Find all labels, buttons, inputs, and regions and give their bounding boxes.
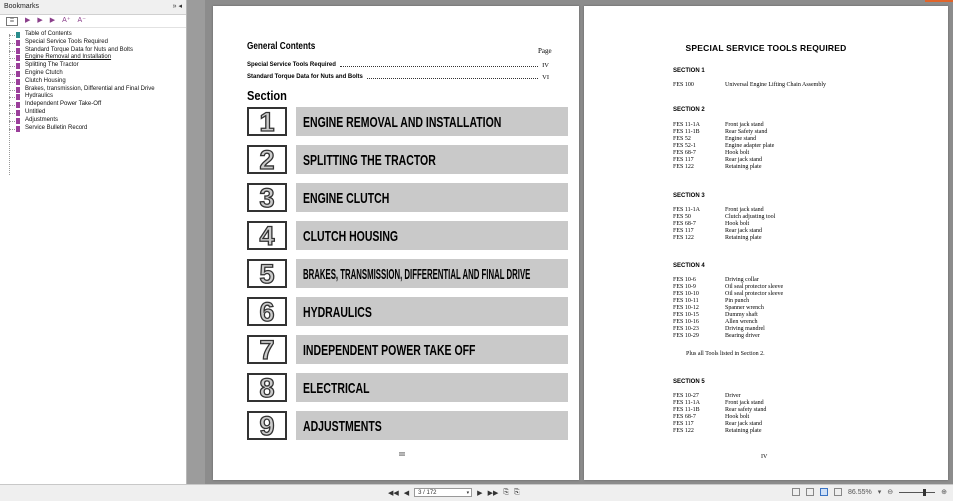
- bookmark-icon: [16, 102, 20, 108]
- tool-row: FES 10-16 Allen wrench: [673, 319, 758, 325]
- bookmark-item[interactable]: Independent Power Take-Off: [0, 101, 186, 109]
- zoom-slider-handle[interactable]: [923, 489, 926, 496]
- tool-row: FES 11-1A Front jack stand: [673, 207, 764, 213]
- tool-row: FES 117 Rear jack stand: [673, 228, 762, 234]
- bookmark-item[interactable]: Table of Contents: [0, 31, 186, 39]
- bookmark-item[interactable]: Splitting The Tractor: [0, 62, 186, 70]
- bookmark-icon: [16, 63, 20, 69]
- zoom-in-icon[interactable]: ⊕: [941, 489, 947, 496]
- bookmark-item[interactable]: Hydraulics: [0, 93, 186, 101]
- tool-row: FES 122 Retaining plate: [673, 164, 762, 170]
- bookmark-item[interactable]: Adjustments: [0, 117, 186, 125]
- bookmark-icon: [16, 126, 20, 132]
- tool-row: FES 10-6 Driving collar: [673, 277, 759, 283]
- bookmarks-tree: [0, 28, 186, 132]
- section-heading: SECTION 3: [673, 193, 705, 199]
- section-heading: SECTION 4: [673, 263, 705, 269]
- continuous-facing-view-icon[interactable]: [834, 488, 842, 496]
- bookmarks-title: Bookmarks: [4, 3, 40, 10]
- page-number: IV: [761, 454, 768, 460]
- section-heading: SECTION 5: [673, 379, 705, 385]
- collapse-bookmark-icon[interactable]: ▶: [37, 17, 43, 24]
- bookmark-icon: [16, 87, 20, 93]
- bookmark-icon: [16, 71, 20, 77]
- page-navigation: [388, 488, 520, 497]
- bookmark-item-selected[interactable]: Engine Removal and Installation: [0, 54, 186, 62]
- first-page-icon[interactable]: ◀◀: [388, 489, 399, 497]
- previous-view-icon[interactable]: ⎘: [503, 488, 509, 496]
- tool-row: FES 68-7 Hook bolt: [673, 221, 750, 227]
- tool-row: FES 10-29 Bearing driver: [673, 333, 760, 339]
- bookmark-add-icon[interactable]: ▶: [49, 17, 56, 24]
- zoom-dropdown-icon[interactable]: ▾: [877, 489, 882, 496]
- tool-row: FES 68-7 Hook bolt: [673, 150, 750, 156]
- next-view-icon[interactable]: ⎘: [513, 488, 520, 496]
- section-entry: 7 INDEPENDENT POWER TAKE OFF: [247, 335, 567, 365]
- tool-row: FES 68-7 Hook bolt: [673, 414, 750, 420]
- page-column-label: Page: [538, 47, 552, 55]
- expand-bookmark-icon[interactable]: ▶: [25, 17, 31, 24]
- tool-row: FES 52-1 Engine adapter plate: [673, 143, 775, 149]
- bookmark-icon: [16, 118, 20, 124]
- bookmark-icon: [16, 48, 20, 54]
- window-accent: [925, 0, 953, 2]
- bookmark-icon: [16, 55, 20, 61]
- section-heading: Section: [247, 88, 287, 103]
- bookmark-item[interactable]: Standard Torque Data for Nuts and Bolts: [0, 47, 186, 55]
- section-entry: 6 HYDRAULICS: [247, 297, 567, 327]
- increase-text-icon[interactable]: A⁺: [62, 17, 71, 24]
- next-page-icon[interactable]: ▶: [477, 489, 483, 497]
- bookmark-item[interactable]: Untitled: [0, 109, 186, 117]
- section-entry: 4 CLUTCH HOUSING: [247, 221, 567, 251]
- bookmarks-panel: [0, 0, 187, 484]
- options-icon[interactable]: ☰: [6, 17, 18, 26]
- section-note: Plus all Tools listed in Section 2.: [686, 351, 765, 357]
- decrease-text-icon[interactable]: A⁻: [77, 17, 86, 24]
- page-title: SPECIAL SERVICE TOOLS REQUIRED: [685, 43, 847, 53]
- section-heading: SECTION 1: [673, 68, 705, 74]
- page-number-input[interactable]: 3 / 172 ▾: [414, 488, 472, 497]
- toc-entry: Special Service Tools Required IV: [247, 62, 549, 69]
- bookmark-icon: [16, 79, 20, 85]
- tool-row: FES 10-11 Pin punch: [673, 298, 750, 304]
- tool-row: FES 11-1A Front jack stand: [673, 400, 764, 406]
- tool-row: FES 11-1B Rear safety stand: [673, 407, 767, 413]
- tool-row: FES 100 Universal Engine Lifting Chain Assembly: [673, 82, 826, 88]
- tool-row: FES 10-15 Dummy shaft: [673, 312, 758, 318]
- bookmark-item[interactable]: Engine Ctutch: [0, 70, 186, 78]
- bookmark-icon: [16, 40, 20, 46]
- pdf-page-4: [584, 6, 948, 480]
- bookmarks-header: [0, 0, 186, 15]
- last-page-icon[interactable]: ▶▶: [487, 489, 499, 497]
- page-title: General Contents: [247, 40, 316, 52]
- section-entry: 3 ENGINE CLUTCH: [247, 183, 567, 213]
- panel-controls[interactable]: » ◂: [172, 3, 182, 10]
- section-entry: 1 ENGINE REMOVAL AND INSTALLATION: [247, 107, 567, 137]
- section-entry: 9 ADJUSTMENTS: [247, 411, 567, 441]
- bookmark-item[interactable]: Service Bulletin Record: [0, 125, 186, 133]
- section-entry: 5 BRAKES, TRANSMISSION, DIFFERENTIAL AND FINAL DRIVE: [247, 259, 567, 289]
- tool-row: FES 117 Rear jack stand: [673, 157, 762, 163]
- section-heading: SECTION 2: [673, 107, 705, 113]
- tool-row: FES 122 Retaining plate: [673, 235, 762, 241]
- facing-view-icon[interactable]: [820, 488, 828, 496]
- zoom-out-icon[interactable]: ⊖: [887, 489, 894, 496]
- prev-page-icon[interactable]: ◀: [403, 489, 410, 497]
- tool-row: FES 11-1A Front jack stand: [673, 122, 764, 128]
- tool-row: FES 11-1B Rear Safety stand: [673, 129, 768, 135]
- toc-entry: Standard Torque Data for Nuts and Bolts VI: [247, 74, 549, 81]
- bookmark-item[interactable]: Clutch Housing: [0, 78, 186, 86]
- tool-row: FES 10-23 Driving mandrel: [673, 326, 765, 332]
- tool-row: FES 10-12 Spanner wrench: [673, 305, 764, 311]
- bookmarks-toolbar: [0, 15, 186, 28]
- section-entry: 2 SPLITTING THE TRACTOR: [247, 145, 567, 175]
- panel-splitter[interactable]: [187, 0, 205, 484]
- view-tools: [792, 488, 947, 496]
- bookmark-icon: [16, 110, 20, 116]
- single-page-view-icon[interactable]: [792, 488, 800, 496]
- bookmark-item[interactable]: Special Service Tools Required: [0, 39, 186, 47]
- pdf-page-3: [213, 6, 579, 480]
- tool-row: FES 10-10 Oil seal protector sleeve: [673, 291, 784, 297]
- tool-row: FES 50 Clutch adjusting tool: [673, 214, 776, 220]
- tool-row: FES 122 Retaining plate: [673, 428, 762, 434]
- tool-row: FES 52 Engine stand: [673, 136, 757, 142]
- bookmark-item[interactable]: Brakes, transmission, Differential and Final Drive: [0, 86, 186, 94]
- zoom-slider[interactable]: [899, 492, 935, 493]
- zoom-value[interactable]: 86.55%: [847, 488, 872, 496]
- bookmark-icon: [16, 32, 20, 38]
- tool-row: FES 10-9 Oil seal protector sleeve: [673, 284, 784, 290]
- continuous-view-icon[interactable]: [806, 488, 814, 496]
- page-number: III: [399, 452, 405, 458]
- tool-row: FES 10-27 Driver: [673, 393, 741, 399]
- section-entry: 8 ELECTRICAL: [247, 373, 567, 403]
- status-bar: [0, 484, 953, 501]
- bookmark-icon: [16, 94, 20, 100]
- tool-row: FES 117 Rear jack stand: [673, 421, 762, 427]
